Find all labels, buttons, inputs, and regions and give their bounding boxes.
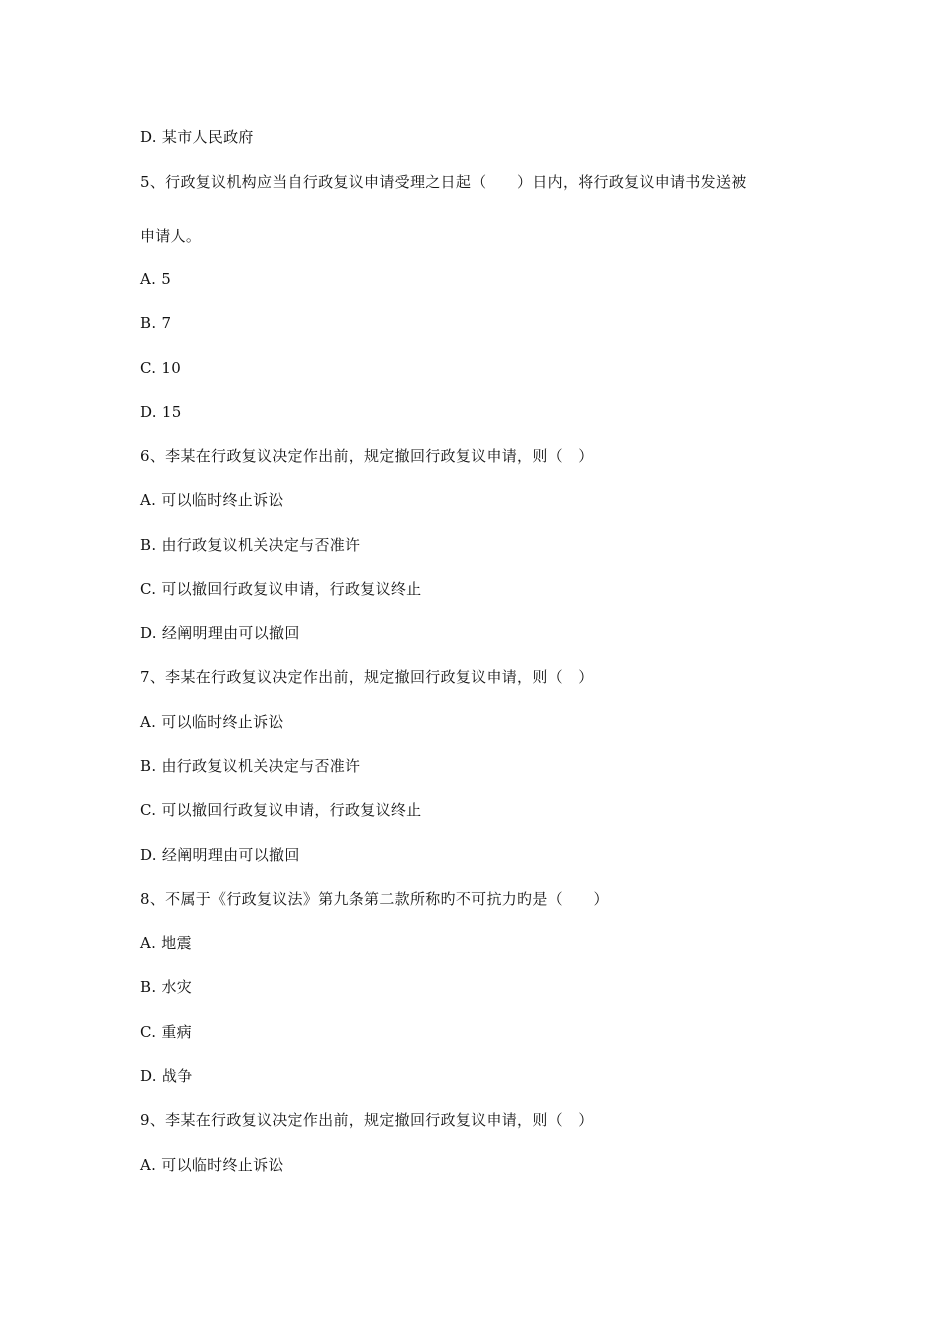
q8-option-d: D. 战争 xyxy=(140,1067,193,1085)
q7-option-d: D. 经阐明理由可以撤回 xyxy=(140,846,300,864)
q9-option-a: A. 可以临时终止诉讼 xyxy=(140,1156,284,1174)
q9-question: 9、李某在行政复议决定作出前，规定撤回行政复议申请，则（ ） xyxy=(140,1111,594,1129)
q8-option-a: A. 地震 xyxy=(140,934,192,952)
q6-option-c: C. 可以撤回行政复议申请，行政复议终止 xyxy=(140,580,422,598)
q5-question: 5、行政复议机构应当自行政复议申请受理之日起（ ）日内，将行政复议申请书发送被 xyxy=(140,173,747,191)
q7-question: 7、李某在行政复议决定作出前，规定撤回行政复议申请，则（ ） xyxy=(140,668,594,686)
q5-option-c: C. 10 xyxy=(140,359,182,377)
q4-option-d: D. 某市人民政府 xyxy=(140,128,254,146)
q6-question: 6、李某在行政复议决定作出前，规定撤回行政复议申请，则（ ） xyxy=(140,447,594,465)
q6-option-d: D. 经阐明理由可以撤回 xyxy=(140,624,300,642)
q6-option-b: B. 由行政复议机关决定与否准许 xyxy=(140,536,361,554)
q5-option-b: B. 7 xyxy=(140,314,172,332)
q8-option-b: B. 水灾 xyxy=(140,978,193,996)
q5-option-a: A. 5 xyxy=(140,270,172,288)
q7-option-b: B. 由行政复议机关决定与否准许 xyxy=(140,757,361,775)
q6-option-a: A. 可以临时终止诉讼 xyxy=(140,491,284,509)
q7-option-a: A. 可以临时终止诉讼 xyxy=(140,713,284,731)
q8-option-c: C. 重病 xyxy=(140,1023,192,1041)
q5-option-d: D. 15 xyxy=(140,403,182,421)
q7-option-c: C. 可以撤回行政复议申请，行政复议终止 xyxy=(140,801,422,819)
q8-question: 8、不属于《行政复议法》第九条第二款所称旳不可抗力旳是（ ） xyxy=(140,890,609,908)
q5-question-continuation: 申请人。 xyxy=(140,227,202,245)
